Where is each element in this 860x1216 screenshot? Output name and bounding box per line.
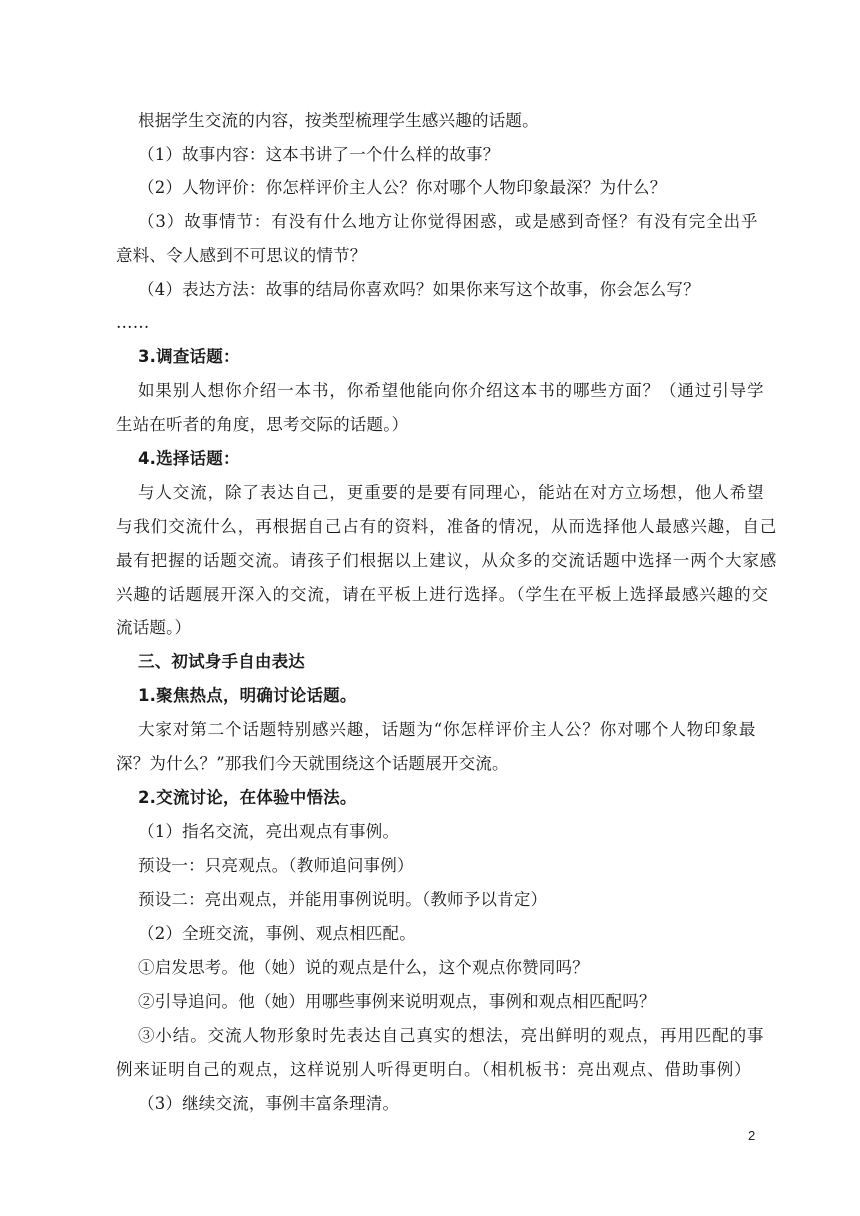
page-number: 2 xyxy=(748,1128,756,1143)
section-heading: 3.调查话题： xyxy=(138,347,240,366)
section-heading: 2.交流讨论，在体验中悟法。 xyxy=(138,788,357,807)
text-line: （2）人物评价：你怎样评价主人公？你对哪个人物印象最深？为什么？ xyxy=(138,178,667,197)
text-line: 大家对第二个话题特别感兴趣，话题为“你怎样评价主人公？你对哪个人物印象最 xyxy=(138,720,757,739)
text-line: 预设一：只亮观点。（教师追问事例） xyxy=(138,856,414,875)
text-line: （1）故事内容：这本书讲了一个什么样的故事？ xyxy=(138,145,500,164)
text-line: 如果别人想你介绍一本书，你希望他能向你介绍这本书的哪些方面？（通过引导学 xyxy=(138,381,765,400)
text-line: （2）全班交流，事例、观点相匹配。 xyxy=(138,924,416,943)
text-line: 兴趣的话题展开深入的交流，请在平板上进行选择。（学生在平板上选择最感兴趣的交 xyxy=(116,585,769,604)
text-line: ②引导追问。他（她）用哪些事例来说明观点，事例和观点相匹配吗？ xyxy=(138,992,656,1011)
text-line: ③小结。交流人物形象时先表达自己真实的想法，亮出鲜明的观点，再用匹配的事 xyxy=(138,1026,765,1045)
section-heading: 4.选择话题： xyxy=(138,449,240,468)
text-line: ①启发思考。他（她）说的观点是什么，这个观点你赞同吗？ xyxy=(138,958,589,977)
section-heading: 1.聚焦热点，明确讨论话题。 xyxy=(138,686,357,705)
text-line: （3）故事情节：有没有什么地方让你觉得困惑，或是感到奇怪？有没有完全出乎 xyxy=(138,212,759,231)
text-line: 与我们交流什么，再根据自己占有的资料，准备的情况，从而选择他人最感兴趣，自己 xyxy=(116,517,778,536)
section-heading: 三、初试身手自由表达 xyxy=(138,652,305,671)
text-line: （1）指名交流，亮出观点有事例。 xyxy=(138,822,400,841)
text-line: （3）继续交流，事例丰富条理清。 xyxy=(138,1094,400,1113)
text-line: 例来证明自己的观点，这样说别人听得更明白。（相机板书：亮出观点、借助事例） xyxy=(116,1060,752,1079)
text-line: 根据学生交流的内容，按类型梳理学生感兴趣的话题。 xyxy=(138,111,539,130)
text-line: 意料、令人感到不可思议的情节？ xyxy=(116,246,367,265)
text-line: 最有把握的话题交流。请孩子们根据以上建议，从众多的交流话题中选择一两个大家感 xyxy=(116,551,778,570)
text-line: 深？为什么？”那我们今天就围绕这个话题展开交流。 xyxy=(116,754,509,773)
text-line: 与人交流，除了表达自己，更重要的是要有同理心，能站在对方立场想，他人希望 xyxy=(138,483,765,502)
text-line: …… xyxy=(116,313,150,332)
text-line: （4）表达方法：故事的结局你喜欢吗？如果你来写这个故事，你会怎么写？ xyxy=(138,280,700,299)
text-line: 流话题。） xyxy=(116,618,192,637)
text-line: 生站在听者的角度，思考交际的话题。） xyxy=(116,415,409,434)
text-line: 预设二：亮出观点，并能用事例说明。（教师予以肯定） xyxy=(138,890,548,909)
